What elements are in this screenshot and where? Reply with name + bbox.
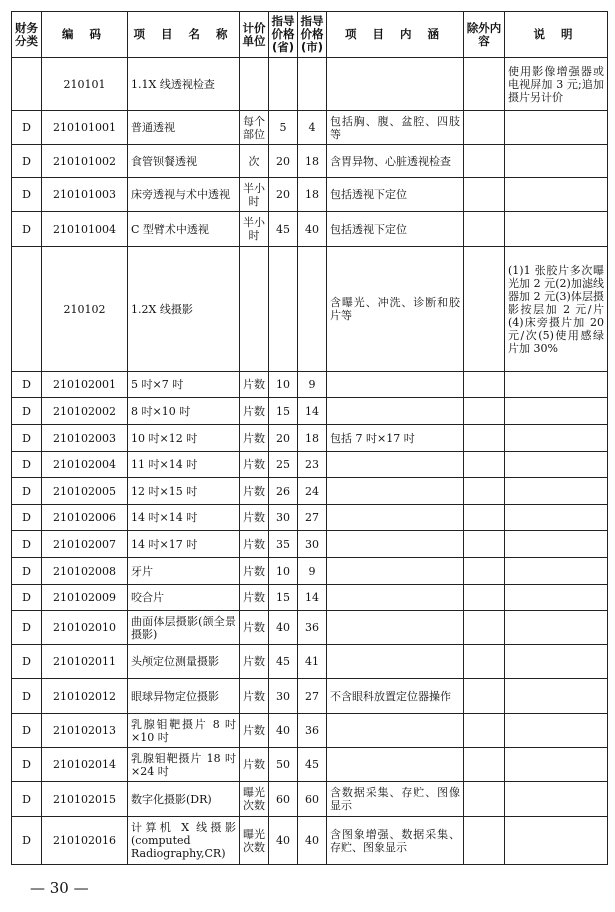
cell-guide-price-province: 26 <box>269 478 298 505</box>
cell-notes <box>505 372 608 398</box>
cell-guide-price-city: 14 <box>298 398 327 425</box>
cell-guide-price-province: 15 <box>269 585 298 611</box>
cell-notes: 使用影像增强器或电视屏加 3 元;追加摄片另计价 <box>505 58 608 111</box>
cell-notes <box>505 679 608 714</box>
cell-financial-category: D <box>12 425 42 452</box>
cell-pricing-unit <box>240 247 269 372</box>
cell-code: 210102 <box>42 247 128 372</box>
cell-item-name: 食管钡餐透视 <box>128 145 240 178</box>
cell-pricing-unit: 曝光次数 <box>240 817 269 865</box>
cell-notes <box>505 782 608 817</box>
cell-guide-price-city <box>298 58 327 111</box>
table-row <box>12 585 608 611</box>
cell-item-name: 11 吋×14 吋 <box>128 452 240 478</box>
cell-notes <box>505 645 608 679</box>
cell-item-name: 曲面体层摄影(颌全景摄影) <box>128 611 240 645</box>
cell-notes <box>505 178 608 212</box>
header-guide-price-city: 指导价格(市) <box>298 12 327 58</box>
cell-guide-price-province: 30 <box>269 679 298 714</box>
table-row <box>12 398 608 425</box>
cell-item-content: 不含眼科放置定位器操作 <box>327 679 464 714</box>
table-row <box>12 111 608 145</box>
cell-notes <box>505 611 608 645</box>
table-row <box>12 714 608 748</box>
cell-item-content <box>327 478 464 505</box>
cell-financial-category: D <box>12 611 42 645</box>
cell-code: 210102008 <box>42 558 128 585</box>
cell-guide-price-province: 45 <box>269 212 298 247</box>
cell-guide-price-city: 40 <box>298 212 327 247</box>
cell-item-name: 眼球异物定位摄影 <box>128 679 240 714</box>
cell-notes <box>505 748 608 782</box>
cell-code: 210101004 <box>42 212 128 247</box>
cell-excluded-content <box>464 782 505 817</box>
table-row <box>12 611 608 645</box>
cell-excluded-content <box>464 425 505 452</box>
table-row <box>12 372 608 398</box>
cell-item-content: 含曝光、冲洗、诊断和胶片等 <box>327 247 464 372</box>
cell-financial-category: D <box>12 558 42 585</box>
table-row <box>12 425 608 452</box>
cell-guide-price-province: 20 <box>269 178 298 212</box>
cell-notes <box>505 478 608 505</box>
cell-item-name: 8 吋×10 吋 <box>128 398 240 425</box>
cell-code: 210102007 <box>42 531 128 558</box>
cell-code: 210101002 <box>42 145 128 178</box>
cell-excluded-content <box>464 679 505 714</box>
cell-excluded-content <box>464 372 505 398</box>
cell-item-name: 牙片 <box>128 558 240 585</box>
cell-excluded-content <box>464 398 505 425</box>
cell-item-name: 5 吋×7 吋 <box>128 372 240 398</box>
cell-item-content <box>327 452 464 478</box>
cell-notes <box>505 531 608 558</box>
cell-guide-price-city: 60 <box>298 782 327 817</box>
cell-financial-category: D <box>12 452 42 478</box>
cell-guide-price-province: 25 <box>269 452 298 478</box>
cell-excluded-content <box>464 531 505 558</box>
cell-code: 210102009 <box>42 585 128 611</box>
cell-pricing-unit: 片数 <box>240 531 269 558</box>
cell-guide-price-province: 15 <box>269 398 298 425</box>
cell-financial-category: D <box>12 782 42 817</box>
cell-pricing-unit: 半小时 <box>240 212 269 247</box>
header-excluded-content: 除外内容 <box>464 12 505 58</box>
cell-notes <box>505 398 608 425</box>
cell-excluded-content <box>464 748 505 782</box>
cell-pricing-unit: 片数 <box>240 425 269 452</box>
cell-code: 210102006 <box>42 505 128 531</box>
cell-guide-price-province: 35 <box>269 531 298 558</box>
cell-guide-price-city: 45 <box>298 748 327 782</box>
cell-excluded-content <box>464 452 505 478</box>
cell-financial-category: D <box>12 178 42 212</box>
table-row <box>12 58 608 111</box>
cell-excluded-content <box>464 212 505 247</box>
table-row <box>12 452 608 478</box>
cell-item-name: 咬合片 <box>128 585 240 611</box>
cell-financial-category: D <box>12 372 42 398</box>
header-code: 编 码 <box>42 12 128 58</box>
cell-financial-category: D <box>12 748 42 782</box>
cell-notes <box>505 452 608 478</box>
cell-pricing-unit <box>240 58 269 111</box>
cell-notes <box>505 714 608 748</box>
cell-financial-category: D <box>12 478 42 505</box>
cell-pricing-unit: 片数 <box>240 558 269 585</box>
table-row <box>12 558 608 585</box>
header-financial-category: 财务分类 <box>12 12 42 58</box>
cell-guide-price-city: 36 <box>298 714 327 748</box>
cell-guide-price-city: 9 <box>298 558 327 585</box>
cell-guide-price-province: 20 <box>269 145 298 178</box>
cell-notes <box>505 585 608 611</box>
table-row <box>12 679 608 714</box>
cell-item-content <box>327 398 464 425</box>
cell-code: 210102015 <box>42 782 128 817</box>
cell-code: 210102012 <box>42 679 128 714</box>
cell-guide-price-province: 40 <box>269 714 298 748</box>
cell-code: 210101 <box>42 58 128 111</box>
cell-item-content <box>327 611 464 645</box>
cell-financial-category: D <box>12 111 42 145</box>
cell-excluded-content <box>464 817 505 865</box>
cell-guide-price-city: 23 <box>298 452 327 478</box>
cell-pricing-unit: 片数 <box>240 679 269 714</box>
table-body <box>12 58 608 865</box>
table-header <box>12 12 608 58</box>
cell-guide-price-province: 40 <box>269 611 298 645</box>
header-pricing-unit: 计价单位 <box>240 12 269 58</box>
cell-item-content <box>327 372 464 398</box>
table-row <box>12 247 608 372</box>
header-notes: 说 明 <box>505 12 608 58</box>
cell-guide-price-province: 60 <box>269 782 298 817</box>
cell-code: 210102011 <box>42 645 128 679</box>
cell-item-content <box>327 748 464 782</box>
cell-financial-category: D <box>12 585 42 611</box>
cell-notes <box>505 558 608 585</box>
cell-item-name: 1.1X 线透视检查 <box>128 58 240 111</box>
cell-financial-category: D <box>12 212 42 247</box>
cell-item-content <box>327 531 464 558</box>
table-row <box>12 782 608 817</box>
cell-excluded-content <box>464 558 505 585</box>
page-number: — 30 — <box>30 879 89 897</box>
cell-notes: (1)1 张胶片多次曝光加 2 元(2)加滤线器加 2 元(3)体层摄影按层加 2 元/片(4)床旁摄片加 20 元/次(5)使用感绿片加 30% <box>505 247 608 372</box>
cell-financial-category: D <box>12 531 42 558</box>
cell-item-content <box>327 714 464 748</box>
cell-financial-category: D <box>12 817 42 865</box>
cell-item-name: 普通透视 <box>128 111 240 145</box>
cell-guide-price-province: 40 <box>269 817 298 865</box>
cell-guide-price-province <box>269 58 298 111</box>
cell-guide-price-city: 41 <box>298 645 327 679</box>
cell-financial-category: D <box>12 398 42 425</box>
cell-financial-category: D <box>12 645 42 679</box>
cell-financial-category: D <box>12 145 42 178</box>
cell-item-name: 头颅定位测量摄影 <box>128 645 240 679</box>
cell-code: 210102002 <box>42 398 128 425</box>
cell-pricing-unit: 片数 <box>240 478 269 505</box>
cell-guide-price-city: 24 <box>298 478 327 505</box>
header-item-content: 项 目 内 涵 <box>327 12 464 58</box>
cell-notes <box>505 145 608 178</box>
cell-item-content: 包括透视下定位 <box>327 212 464 247</box>
cell-guide-price-city: 18 <box>298 178 327 212</box>
cell-guide-price-city: 27 <box>298 505 327 531</box>
cell-item-content: 包括 7 吋×17 吋 <box>327 425 464 452</box>
cell-code: 210102016 <box>42 817 128 865</box>
cell-excluded-content <box>464 247 505 372</box>
cell-pricing-unit: 片数 <box>240 452 269 478</box>
cell-item-name: 床旁透视与术中透视 <box>128 178 240 212</box>
cell-guide-price-city: 40 <box>298 817 327 865</box>
cell-code: 210102010 <box>42 611 128 645</box>
cell-pricing-unit: 片数 <box>240 398 269 425</box>
cell-guide-price-province: 30 <box>269 505 298 531</box>
cell-pricing-unit: 半小时 <box>240 178 269 212</box>
cell-item-content: 含胃异物、心脏透视检查 <box>327 145 464 178</box>
table-row <box>12 505 608 531</box>
cell-pricing-unit: 片数 <box>240 748 269 782</box>
cell-item-content: 包括胸、腹、盆腔、四肢等 <box>327 111 464 145</box>
cell-item-name: 12 吋×15 吋 <box>128 478 240 505</box>
cell-excluded-content <box>464 58 505 111</box>
cell-financial-category: D <box>12 714 42 748</box>
cell-excluded-content <box>464 478 505 505</box>
cell-pricing-unit: 片数 <box>240 645 269 679</box>
cell-excluded-content <box>464 145 505 178</box>
cell-code: 210102014 <box>42 748 128 782</box>
cell-item-content <box>327 505 464 531</box>
cell-guide-price-city <box>298 247 327 372</box>
cell-guide-price-city: 27 <box>298 679 327 714</box>
cell-excluded-content <box>464 585 505 611</box>
cell-guide-price-province <box>269 247 298 372</box>
cell-item-name: 14 吋×14 吋 <box>128 505 240 531</box>
cell-financial-category <box>12 247 42 372</box>
header-guide-price-province: 指导价格(省) <box>269 12 298 58</box>
cell-item-name: 14 吋×17 吋 <box>128 531 240 558</box>
cell-item-content: 包括透视下定位 <box>327 178 464 212</box>
cell-guide-price-province: 10 <box>269 558 298 585</box>
cell-guide-price-city: 14 <box>298 585 327 611</box>
cell-guide-price-city: 9 <box>298 372 327 398</box>
cell-code: 210102004 <box>42 452 128 478</box>
cell-guide-price-city: 4 <box>298 111 327 145</box>
cell-item-name: 1.2X 线摄影 <box>128 247 240 372</box>
cell-guide-price-province: 5 <box>269 111 298 145</box>
cell-item-name: 乳腺钼靶摄片 18 吋×24 吋 <box>128 748 240 782</box>
table-row <box>12 748 608 782</box>
cell-item-content <box>327 585 464 611</box>
cell-code: 210102003 <box>42 425 128 452</box>
cell-financial-category: D <box>12 505 42 531</box>
table-row <box>12 531 608 558</box>
cell-excluded-content <box>464 111 505 145</box>
table-row <box>12 178 608 212</box>
cell-notes <box>505 505 608 531</box>
cell-item-content <box>327 558 464 585</box>
cell-notes <box>505 212 608 247</box>
cell-guide-price-province: 10 <box>269 372 298 398</box>
cell-code: 210102001 <box>42 372 128 398</box>
cell-item-content <box>327 58 464 111</box>
table-row <box>12 817 608 865</box>
cell-pricing-unit: 每个部位 <box>240 111 269 145</box>
cell-notes <box>505 425 608 452</box>
cell-pricing-unit: 曝光次数 <box>240 782 269 817</box>
cell-financial-category <box>12 58 42 111</box>
cell-code: 210101001 <box>42 111 128 145</box>
cell-code: 210102005 <box>42 478 128 505</box>
cell-excluded-content <box>464 178 505 212</box>
cell-excluded-content <box>464 611 505 645</box>
cell-guide-price-city: 30 <box>298 531 327 558</box>
cell-pricing-unit: 片数 <box>240 372 269 398</box>
cell-financial-category: D <box>12 679 42 714</box>
cell-item-name: C 型臂术中透视 <box>128 212 240 247</box>
cell-code: 210102013 <box>42 714 128 748</box>
cell-pricing-unit: 次 <box>240 145 269 178</box>
cell-guide-price-province: 20 <box>269 425 298 452</box>
cell-guide-price-province: 45 <box>269 645 298 679</box>
cell-pricing-unit: 片数 <box>240 505 269 531</box>
cell-item-content: 含数据采集、存贮、图像显示 <box>327 782 464 817</box>
cell-excluded-content <box>464 645 505 679</box>
table-row <box>12 478 608 505</box>
cell-notes <box>505 817 608 865</box>
table-row <box>12 212 608 247</box>
cell-item-content <box>327 645 464 679</box>
cell-guide-price-city: 18 <box>298 145 327 178</box>
cell-excluded-content <box>464 505 505 531</box>
price-table <box>11 11 608 865</box>
cell-item-name: 乳腺钼靶摄片 8 吋×10 吋 <box>128 714 240 748</box>
cell-code: 210101003 <box>42 178 128 212</box>
table-row <box>12 645 608 679</box>
cell-guide-price-city: 18 <box>298 425 327 452</box>
cell-item-name: 10 吋×12 吋 <box>128 425 240 452</box>
cell-item-name: 计算机 X 线摄影(computed Radiography,CR) <box>128 817 240 865</box>
cell-pricing-unit: 片数 <box>240 611 269 645</box>
cell-notes <box>505 111 608 145</box>
cell-guide-price-province: 50 <box>269 748 298 782</box>
cell-excluded-content <box>464 714 505 748</box>
cell-guide-price-city: 36 <box>298 611 327 645</box>
header-item-name: 项 目 名 称 <box>128 12 240 58</box>
cell-item-content: 含图象增强、数据采集、存贮、图象显示 <box>327 817 464 865</box>
table-row <box>12 145 608 178</box>
cell-pricing-unit: 片数 <box>240 714 269 748</box>
cell-item-name: 数字化摄影(DR) <box>128 782 240 817</box>
cell-pricing-unit: 片数 <box>240 585 269 611</box>
